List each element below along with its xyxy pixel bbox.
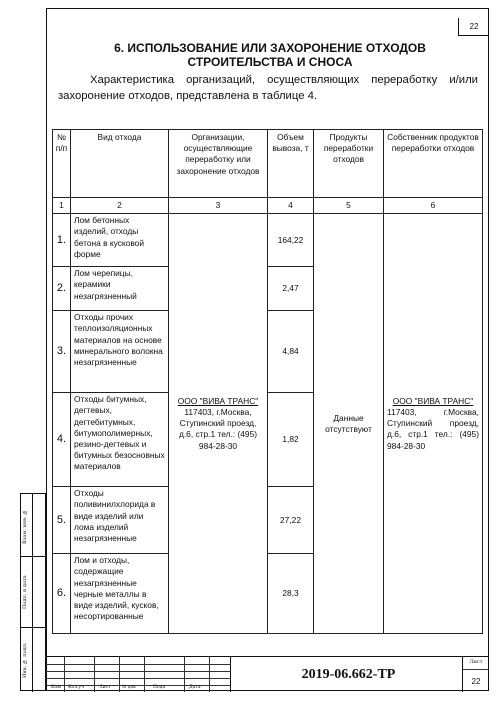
revision-grid <box>46 657 231 692</box>
document-code: 2019-06.662-ТР <box>301 667 396 682</box>
volume: 164,22 <box>268 214 314 267</box>
waste-type: Отходы прочих теплоизоляционных материалов на основе минерального волокна незагрязненные <box>71 311 169 393</box>
side-divider <box>32 494 33 692</box>
products-cell: Данные отсутствуют <box>314 214 384 634</box>
revision-labels <box>46 685 231 692</box>
table-header-row <box>53 130 483 198</box>
header-volume: Объем вывоза, т <box>268 130 314 198</box>
waste-table <box>52 129 483 634</box>
row-number: 2. <box>53 267 71 311</box>
header-owner: Собственник продуктов переработки отходов <box>384 130 483 198</box>
waste-type: Лом и отходы, содержащие незагрязненные черные металлы в виде изделий, кусков, несортированные <box>71 554 169 634</box>
revision-label: № док <box>122 685 136 690</box>
header-org: Организации, осуществляющие переработку или захоронение отходов <box>169 130 268 198</box>
col-number: 2 <box>71 198 169 214</box>
sheet-box <box>462 657 489 692</box>
volume: 2,47 <box>268 267 314 311</box>
table-row <box>53 214 483 267</box>
column-number-row <box>53 198 483 214</box>
row-number: 5. <box>53 487 71 554</box>
side-stamp <box>20 493 46 691</box>
sheet-number: 22 <box>471 677 481 686</box>
side-label-inventory: Инв. № подл. <box>22 642 28 678</box>
side-divider <box>21 627 47 628</box>
organization-cell <box>169 214 268 634</box>
intro-text: Характеристика организаций, осуществляющих переработку и/или захоронение отходов, представлена в таблице 4. <box>58 74 478 102</box>
volume: 28,3 <box>268 554 314 634</box>
owner-cell <box>384 214 483 634</box>
header-num: № п/п <box>53 130 71 198</box>
grid-line <box>46 671 231 672</box>
intro-paragraph <box>58 73 478 104</box>
row-number: 3. <box>53 311 71 393</box>
section-title: 6. ИСПОЛЬЗОВАНИЕ ИЛИ ЗАХОРОНЕНИЕ ОТХОДОВ СТРОИТЕЛЬСТВА И СНОСА <box>114 41 426 69</box>
sheet-label: Лист <box>463 659 489 670</box>
waste-type: Отходы поливинилхлорида в виде изделий или лома изделий незагрязненные <box>71 487 169 554</box>
side-label-signature: Подп. и дата <box>22 575 28 609</box>
header-products: Продукты переработки отходов <box>314 130 384 198</box>
row-number: 6. <box>53 554 71 634</box>
grid-line <box>46 664 231 665</box>
waste-type: Лом черепицы, керамики незагрязненный <box>71 267 169 311</box>
title-block <box>46 656 489 691</box>
organization-details: 117403, г.Москва, Ступинский проезд, д.6, стр.1 тел.: (495) 984-28-30 <box>178 406 258 451</box>
col-number: 3 <box>169 198 268 214</box>
waste-type: Отходы битумных, дегтевых, дегтебитумных, битумополимерных, резино-дегтевых и битумных безосновных материалов <box>71 393 169 487</box>
owner-name: ООО "ВИВА ТРАНС" <box>392 395 474 406</box>
organization-name: ООО "ВИВА ТРАНС" <box>177 395 259 406</box>
volume: 4,84 <box>268 311 314 393</box>
col-number: 4 <box>268 198 314 214</box>
page-number: 22 <box>469 22 479 31</box>
revision-label: Лист <box>99 685 111 690</box>
waste-type: Лом бетонных изделий, отходы бетона в кусковой форме <box>71 214 169 267</box>
volume: 1,82 <box>268 393 314 487</box>
col-number: 6 <box>384 198 483 214</box>
revision-label: Подп <box>153 685 166 690</box>
row-number: 4. <box>53 393 71 487</box>
col-number: 1 <box>53 198 71 214</box>
grid-line <box>46 678 231 679</box>
page-number-box <box>458 18 489 36</box>
header-waste: Вид отхода <box>71 130 169 198</box>
col-number: 5 <box>314 198 384 214</box>
revision-label: Кол.уч <box>68 685 85 690</box>
row-number: 1. <box>53 214 71 267</box>
volume: 27,22 <box>268 487 314 554</box>
side-label-replacement: Взам. инв. № <box>22 508 28 544</box>
revision-label: Изм <box>51 685 61 690</box>
side-divider <box>21 556 47 557</box>
revision-label: Дата <box>189 685 201 690</box>
owner-details: 117403, г.Москва, Ступинский проезд, д.6, стр.1 тел.: (495) 984-28-30 <box>387 406 479 451</box>
